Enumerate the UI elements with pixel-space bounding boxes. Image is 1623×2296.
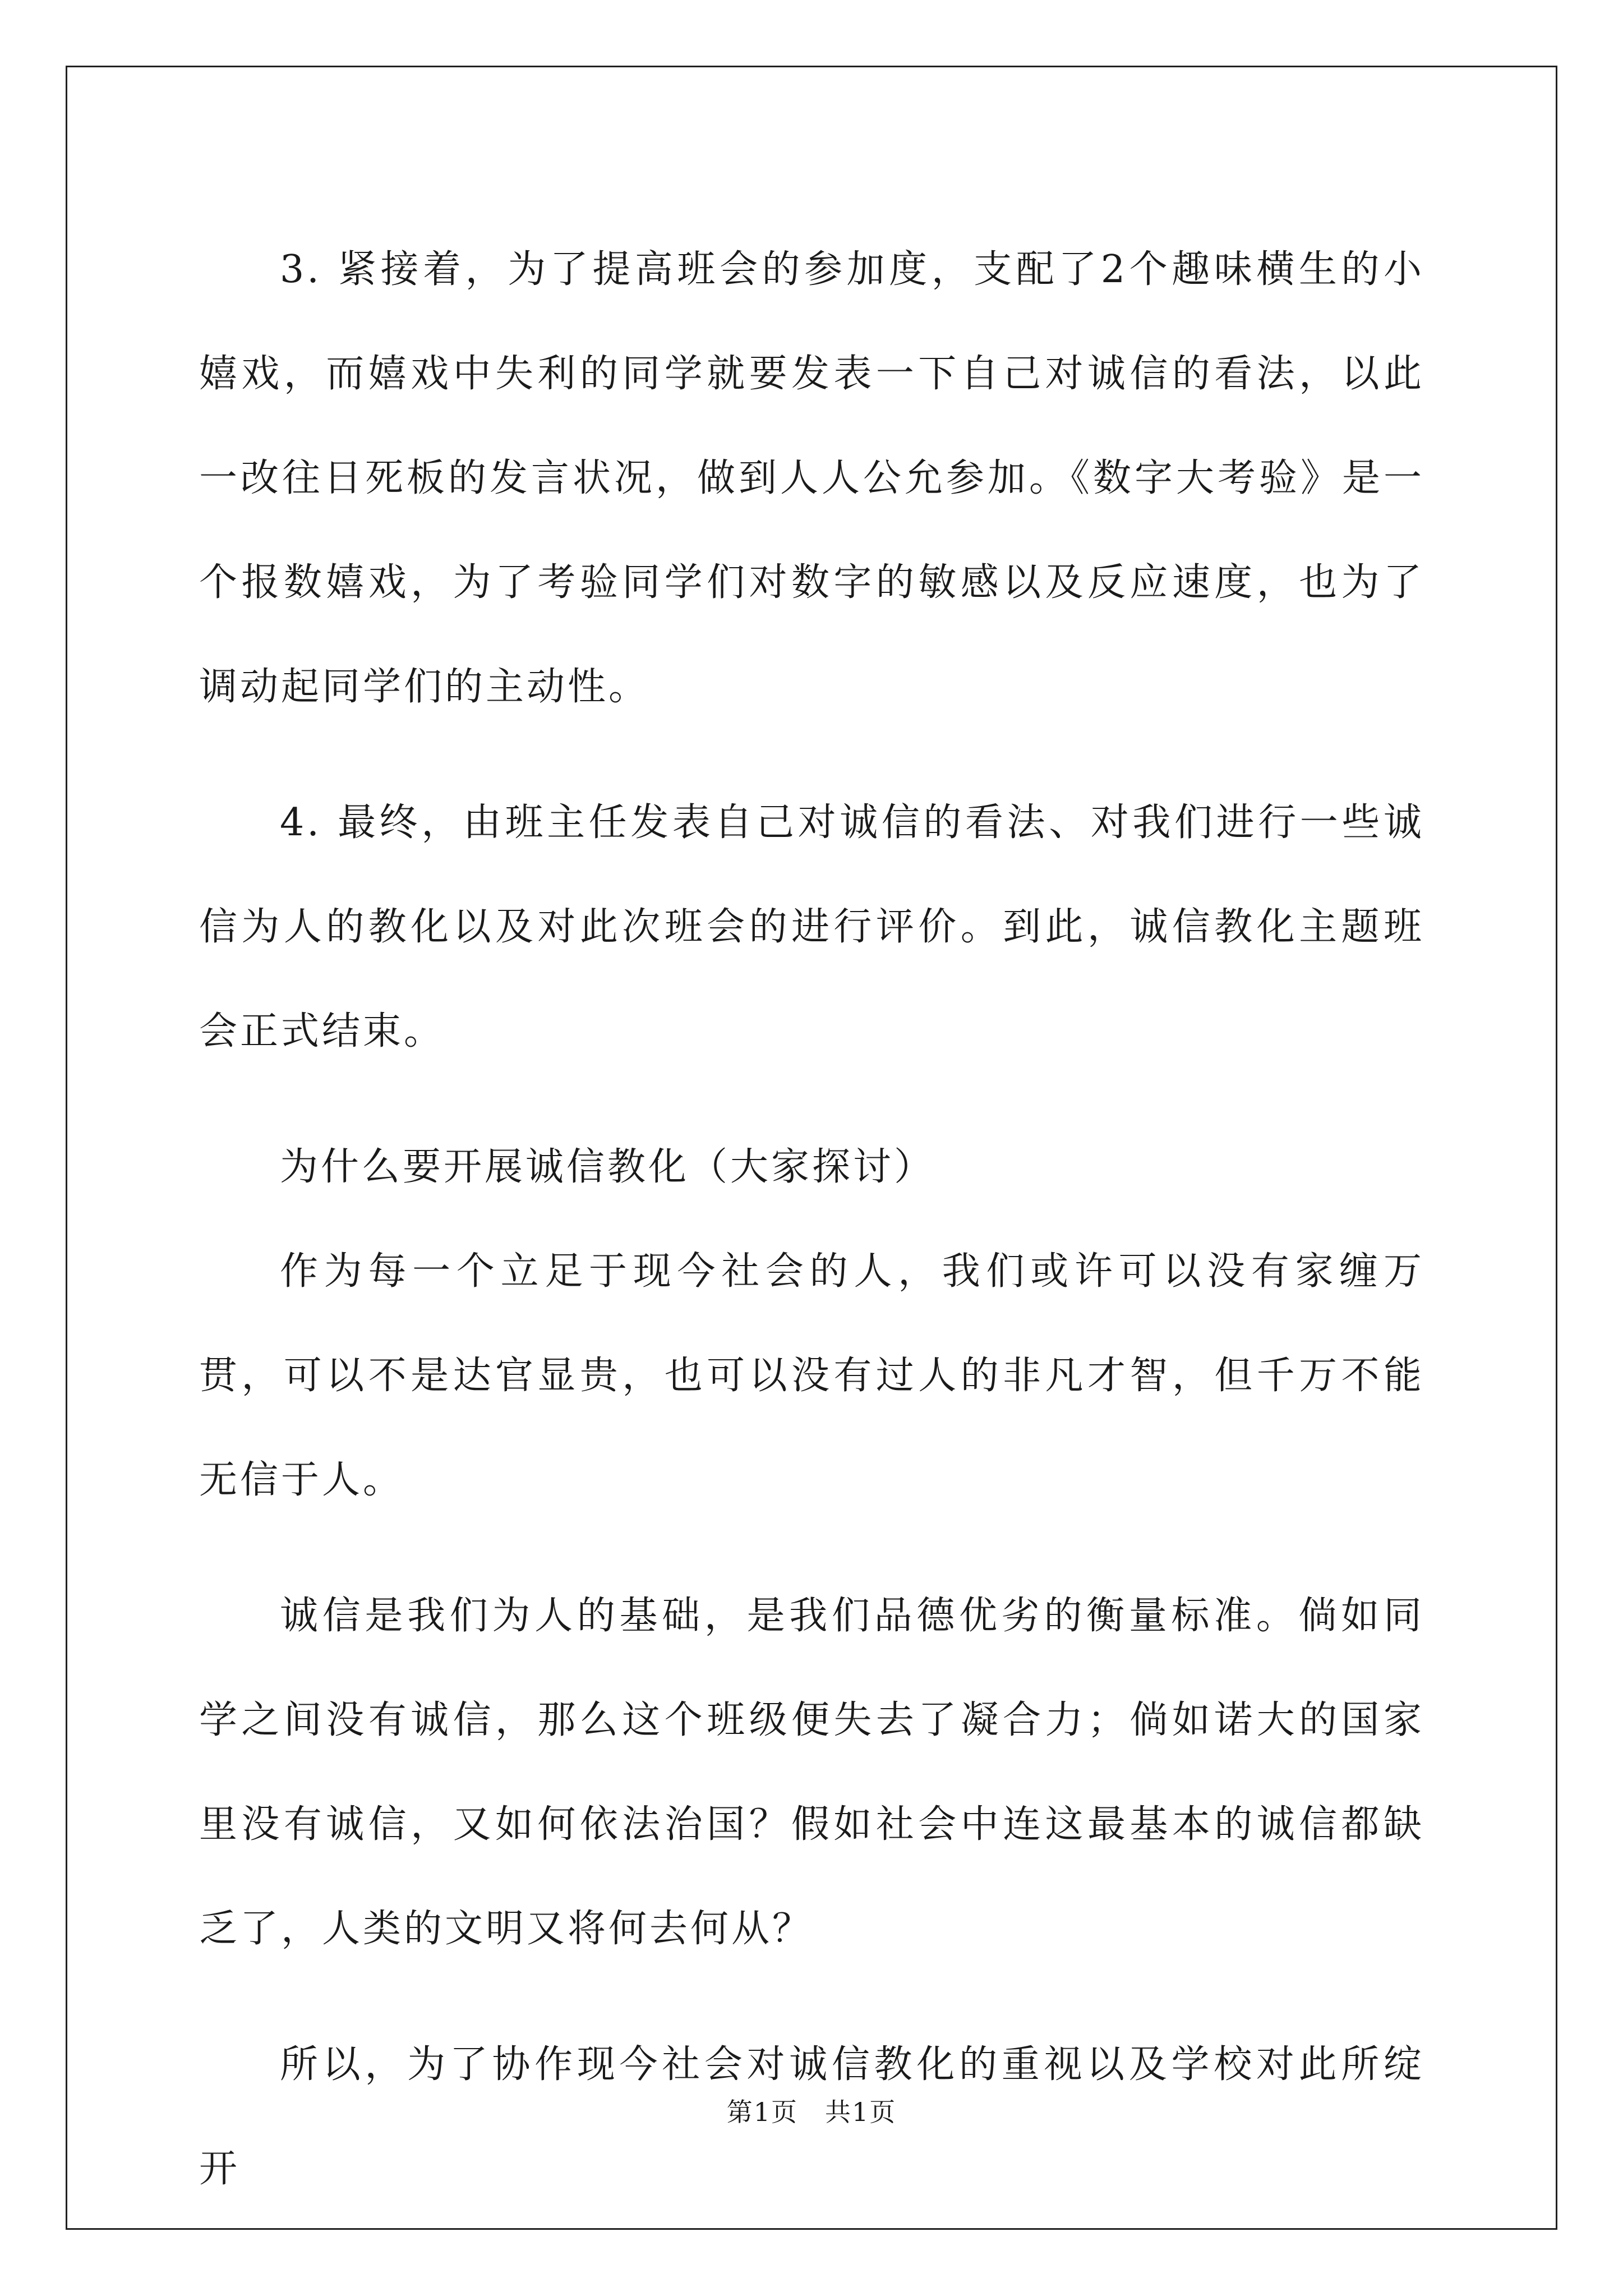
paragraph-integrity-intro: 作为每一个立足于现今社会的人，我们或许可以没有家缠万贯，可以不是达官显贵，也可以没有过人的非凡才智，但千万不能无信于人。 (199, 1249, 1424, 1502)
page-number: 第1页 (726, 2097, 798, 2127)
page-total: 共1页 (825, 2097, 897, 2127)
paragraph-therefore: 所以，为了协作现今社会对诚信教化的重视以及学校对此所绽开 (199, 2042, 1424, 2191)
paragraph-3-activity-games: 3. 紧接着，为了提高班会的参加度，支配了2个趣味横生的小嬉戏，而嬉戏中失利的同学就要发表一下自己对诚信的看法，以此一改往日死板的发言状况，做到人人公允参加。《数字大考验》是一个报数嬉戏，为了考验同学们对数字的敏感以及反应速度，也为了调动起同学们的主动性。 (199, 247, 1424, 709)
page-footer (0, 2095, 1623, 2129)
document-body (199, 218, 1424, 2253)
paragraph-4-conclusion: 4. 最终，由班主任发表自己对诚信的看法、对我们进行一些诚信为人的教化以及对此次班会的进行评价。到此，诚信教化主题班会正式结束。 (199, 800, 1424, 1053)
section-heading: 为什么要开展诚信教化（大家探讨） (280, 1145, 935, 1189)
paragraph-integrity-foundation: 诚信是我们为人的基础，是我们品德优劣的衡量标准。倘如同学之间没有诚信，那么这个班级便失去了凝合力；倘如诺大的国家里没有诚信，又如何依法治国？假如社会中连这最基本的诚信都缺乏了，人类的文明又将何去何从？ (199, 1594, 1424, 1951)
